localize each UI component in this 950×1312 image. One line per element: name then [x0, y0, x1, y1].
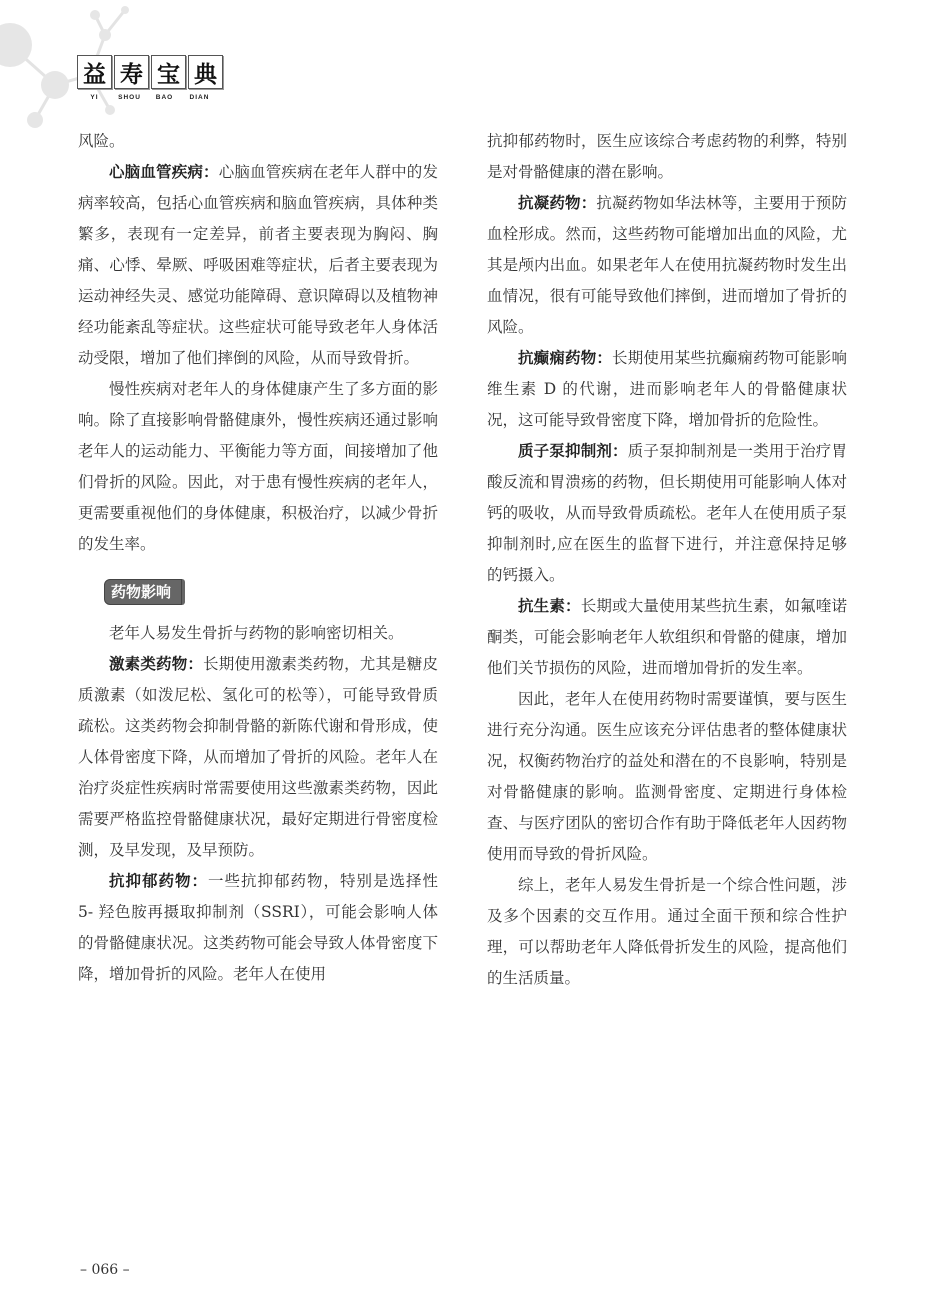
logo-char: 寿	[114, 55, 149, 89]
paragraph	[487, 126, 847, 188]
left-column	[78, 126, 438, 990]
paragraph-text: 质子泵抑制剂是一类用于治疗胃酸反流和胃溃疡的药物，但长期使用可能影响人体对钙的吸收，从而导致骨质疏松。老年人在使用质子泵抑制剂时,应在医生的监督下进行，并注意保持足够的钙摄入。	[487, 442, 847, 584]
paragraph-drug-intro	[78, 618, 438, 649]
logo-char: 宝	[151, 55, 186, 89]
logo-pinyin	[77, 94, 225, 101]
paragraph-antibiotics	[487, 591, 847, 684]
paragraph-text: 综上，老年人易发生骨折是一个综合性问题，涉及多个因素的交互作用。通过全面干预和综合性护理，可以帮助老年人降低骨折发生的风险，提高他们的生活质量。	[487, 876, 847, 987]
section-title: 药物影响	[104, 579, 182, 605]
paragraph-hormones	[78, 649, 438, 866]
paragraph-antidepressants	[78, 866, 438, 990]
paragraph-text: 心脑血管疾病在老年人群中的发病率较高，包括心血管疾病和脑血管疾病，具体种类繁多，表现有一定差异，前者主要表现为胸闷、胸痛、心悸、晕厥、呼吸困难等症状，后者主要表现为运动神经失灵、感觉功能障碍、意识障碍以及植物神经功能紊乱等症状。这些症状可能导致老年人身体活动受限，增加了他们摔倒的风险，从而导致骨折。	[78, 163, 438, 367]
paragraph-heading: 抗抑郁药物：	[109, 872, 208, 890]
logo-pinyin-syllable: SHOU	[118, 94, 141, 101]
paragraph-text: 抗抑郁药物时，医生应该综合考虑药物的利弊，特别是对骨骼健康的潜在影响。	[487, 132, 847, 181]
paragraph-text: 慢性疾病对老年人的身体健康产生了多方面的影响。除了直接影响骨骼健康外，慢性疾病还通过影响老年人的运动能力、平衡能力等方面，间接增加了他们骨折的风险。因此，对于患有慢性疾病的老年人，更需要重视他们的身体健康，积极治疗，以减少骨折的发生率。	[78, 380, 438, 553]
paragraph-cardiovascular	[78, 157, 438, 374]
page-number: – 066 –	[80, 1262, 130, 1278]
paragraph-heading: 抗生素：	[518, 597, 581, 615]
paragraph-text: 一些抗抑郁药物，特别是选择性 5- 羟色胺再摄取抑制剂（SSRI），可能会影响人体的骨骼健康状况。这类药物可能会导致人体骨密度下降，增加骨折的风险。老年人在使用	[78, 872, 438, 983]
right-column	[487, 126, 847, 994]
paragraph-heading: 激素类药物：	[109, 655, 204, 673]
logo-char: 典	[188, 55, 223, 89]
paragraph-heading: 心脑血管疾病：	[109, 163, 219, 181]
paragraph-text: 老年人易发生骨折与药物的影响密切相关。	[109, 624, 404, 642]
paragraph-chronic-disease	[78, 374, 438, 560]
paragraph-ppi	[487, 436, 847, 591]
paragraph-text: 长期使用某些抗癫痫药物可能影响维生素 D 的代谢，进而影响老年人的骨骼健康状况，这可能导致骨密度下降，增加骨折的危险性。	[487, 349, 847, 429]
section-heading	[104, 577, 438, 603]
logo-pinyin-syllable: BAO	[155, 94, 174, 101]
paragraph-heading: 抗凝药物：	[518, 194, 597, 212]
logo-pinyin-syllable: DIAN	[189, 94, 210, 101]
paragraph-text: 风险。	[78, 132, 125, 150]
paragraph	[78, 126, 438, 157]
paragraph-text: 抗凝药物如华法林等，主要用于预防血栓形成。然而，这些药物可能增加出血的风险，尤其是颅内出血。如果老年人在使用抗凝药物时发生出血情况，很有可能导致他们摔倒，进而增加了骨折的风险。	[487, 194, 847, 336]
logo-title	[77, 55, 225, 89]
paragraph-heading: 抗癫痫药物：	[518, 349, 613, 367]
paragraph-conclusion	[487, 870, 847, 994]
paragraph-text: 因此，老年人在使用药物时需要谨慎，要与医生进行充分沟通。医生应该充分评估患者的整体健康状况，权衡药物治疗的益处和潜在的不良影响，特别是对骨骼健康的影响。监测骨密度、定期进行身体检查、与医疗团队的密切合作有助于降低老年人因药物使用而导致的骨折风险。	[487, 690, 847, 863]
paragraph-anticoagulants	[487, 188, 847, 343]
paragraph-caution	[487, 684, 847, 870]
book-logo	[77, 55, 225, 101]
logo-pinyin-syllable: YI	[90, 94, 99, 101]
logo-char: 益	[77, 55, 112, 89]
paragraph-text: 长期使用激素类药物，尤其是糖皮质激素（如泼尼松、氢化可的松等），可能导致骨质疏松。这类药物会抑制骨骼的新陈代谢和骨形成，使人体骨密度下降，从而增加了骨折的风险。老年人在治疗炎症性疾病时常需要使用这些激素类药物，因此需要严格监控骨骼健康状况，最好定期进行骨密度检测，及早发现，及早预防。	[78, 655, 438, 859]
paragraph-text: 长期或大量使用某些抗生素，如氟喹诺酮类，可能会影响老年人软组织和骨骼的健康，增加他们关节损伤的风险，进而增加骨折的发生率。	[487, 597, 847, 677]
paragraph-antiepileptics	[487, 343, 847, 436]
paragraph-heading: 质子泵抑制剂：	[518, 442, 628, 460]
